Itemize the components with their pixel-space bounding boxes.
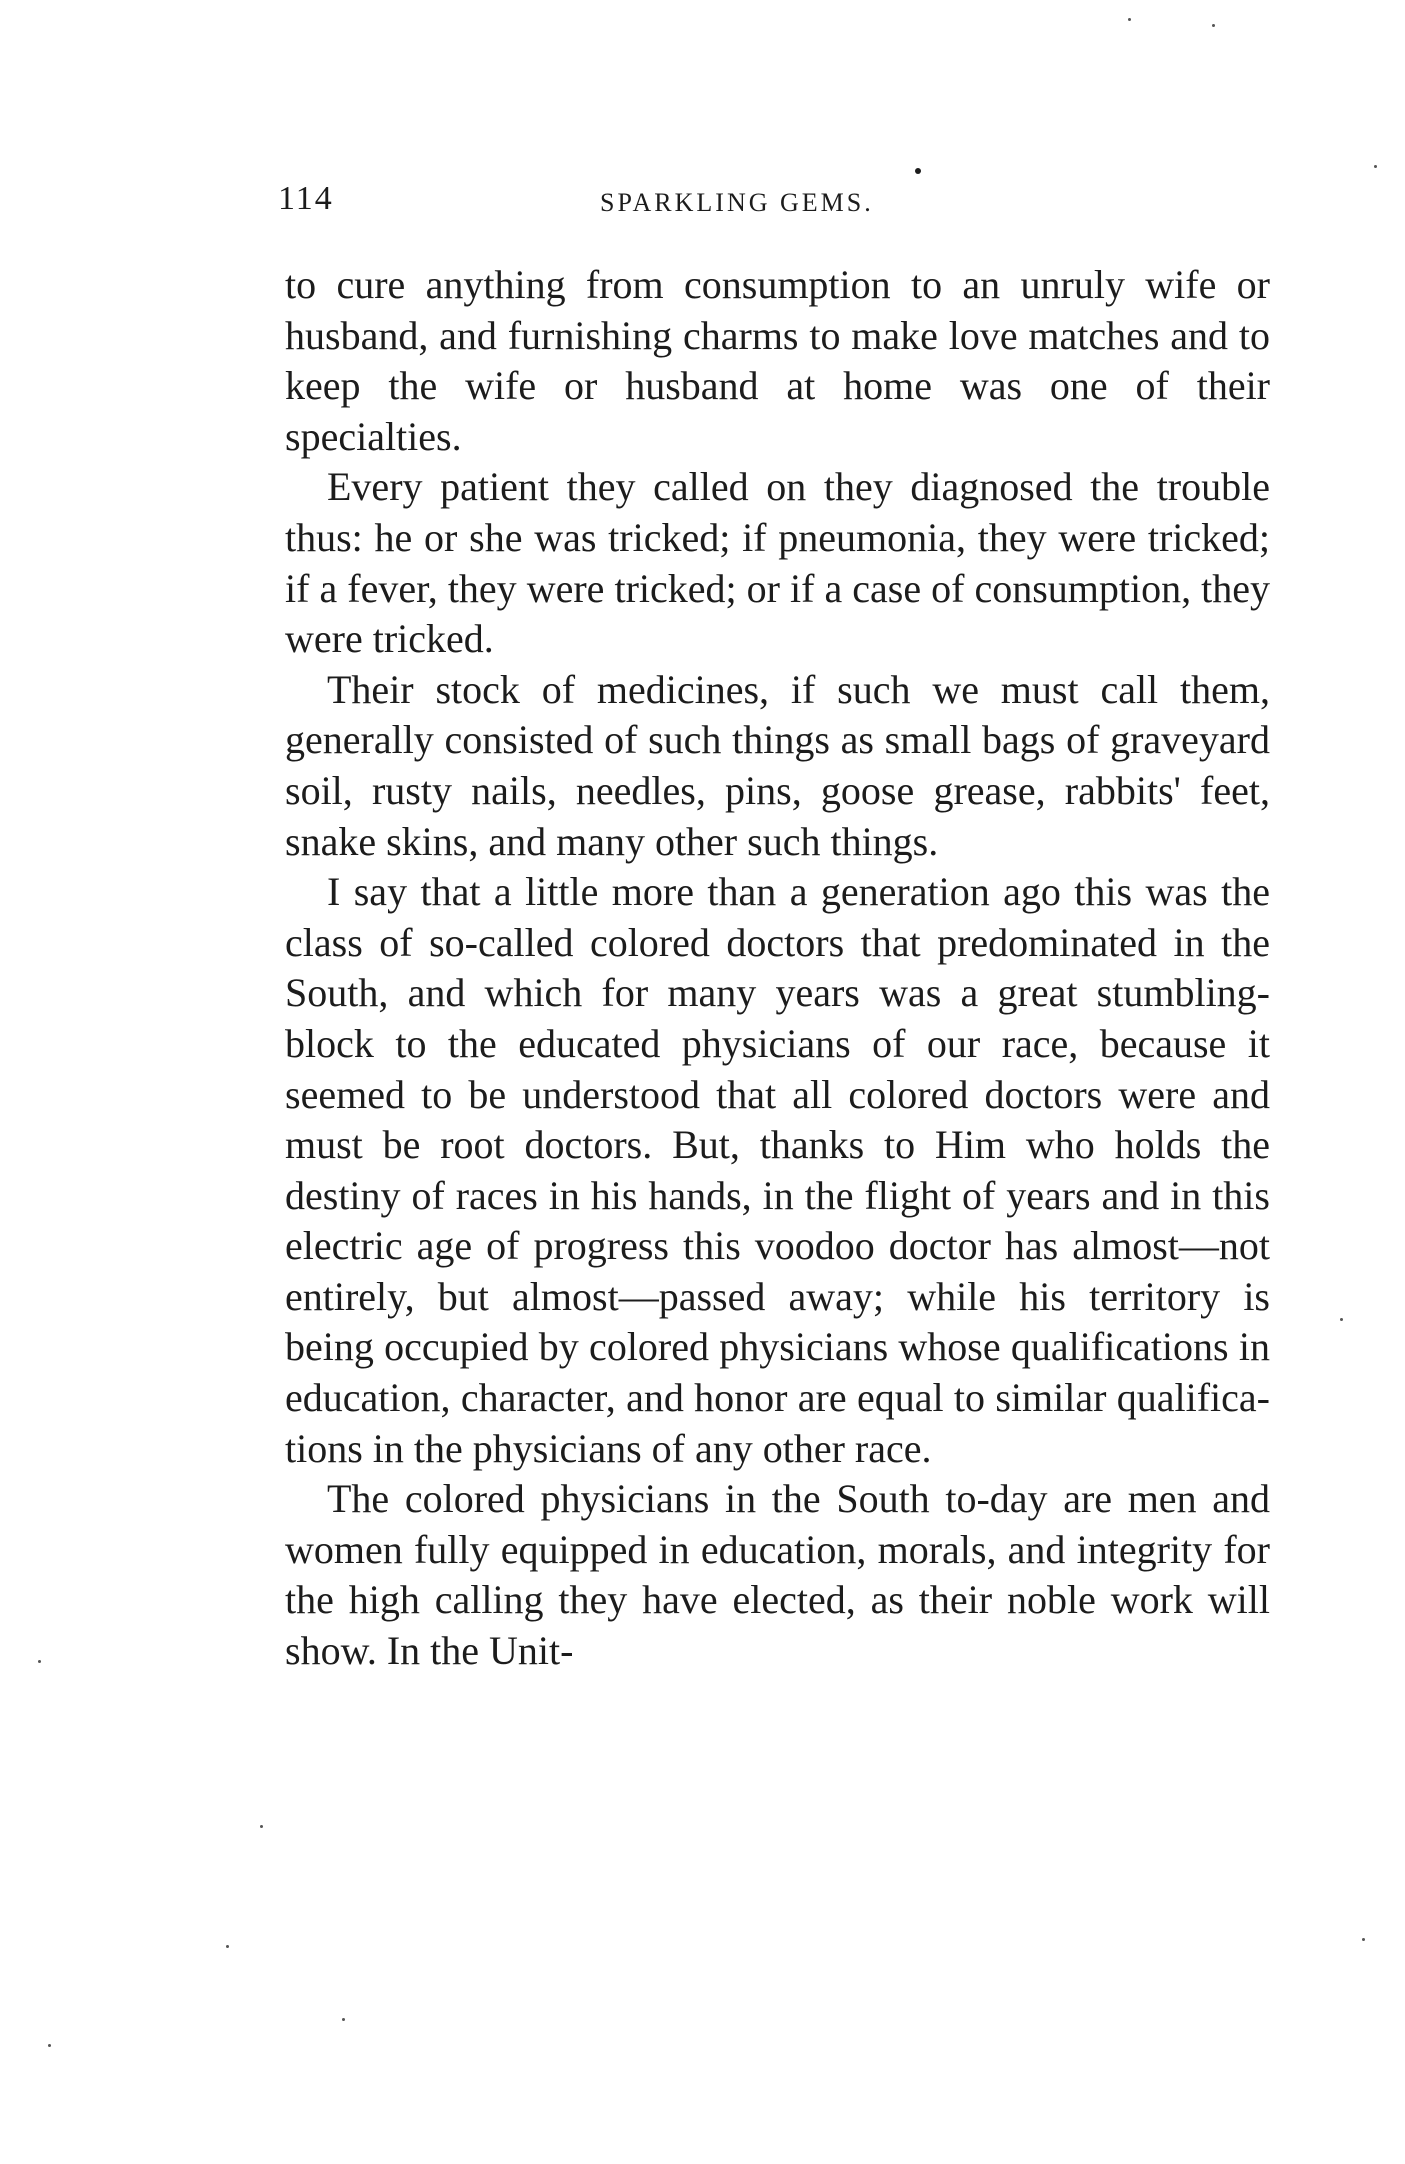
ink-dot-mark xyxy=(915,168,921,174)
paragraph-continued: to cure anything from consumption to an unruly wife or husband, and furnishing charms to make love matches and to keep the wife or husband at home was one of their specialties. xyxy=(285,262,1270,459)
paper-speck xyxy=(1340,1318,1343,1321)
paper-speck xyxy=(48,2044,51,2047)
paragraph-patients-tricked: Every patient they called on they diagnosed the trouble thus: he or she was tricked; if pneumonia, they were tricked; if a fever, they were tricked; or if a case of consumption, they were tricked. xyxy=(285,464,1270,662)
paper-speck xyxy=(226,1945,229,1948)
paper-speck xyxy=(1212,24,1215,27)
paragraph-root-doctors: I say that a little more than a generation ago this was the class of so-called colored doctors that predominated in the South, and which for many years was a great stumbling-block to the educated physicians of our race, because it seemed to be understood that all colored doctors were and must be root doctors. But, thanks to Him who holds the destiny of races in his hands, in the flight of years and in this electric age of progress this voodoo doctor has almost—not entirely, but almost—passed away; while his territory is being occupied by colored physicians whose qualifications in education, character, and honor are equal to similar qualifications in the physicians of any other race. xyxy=(285,869,1270,1471)
paper-speck xyxy=(260,1825,263,1828)
running-head xyxy=(278,180,978,230)
paper-speck xyxy=(1362,1938,1365,1941)
running-title: SPARKLING GEMS. xyxy=(600,188,874,217)
paper-speck xyxy=(1128,18,1131,21)
paragraph-colored-physicians: The colored physicians in the South to-day are men and women fully equipped in education, morals, and integrity for the high calling they have elected, as their noble work will show. In the Unit- xyxy=(285,1476,1270,1674)
paper-speck xyxy=(38,1660,41,1663)
paper-speck xyxy=(342,2018,345,2021)
body-text xyxy=(285,260,1270,1677)
paper-speck xyxy=(1374,165,1377,168)
page-number: 114 xyxy=(278,180,334,217)
paragraph-stock-of-medicines: Their stock of medicines, if such we must call them, generally consisted of such things as small bags of graveyard soil, rusty nails, needles, pins, goose grease, rabbits' feet, snake skins, and many other such things. xyxy=(285,666,1270,864)
